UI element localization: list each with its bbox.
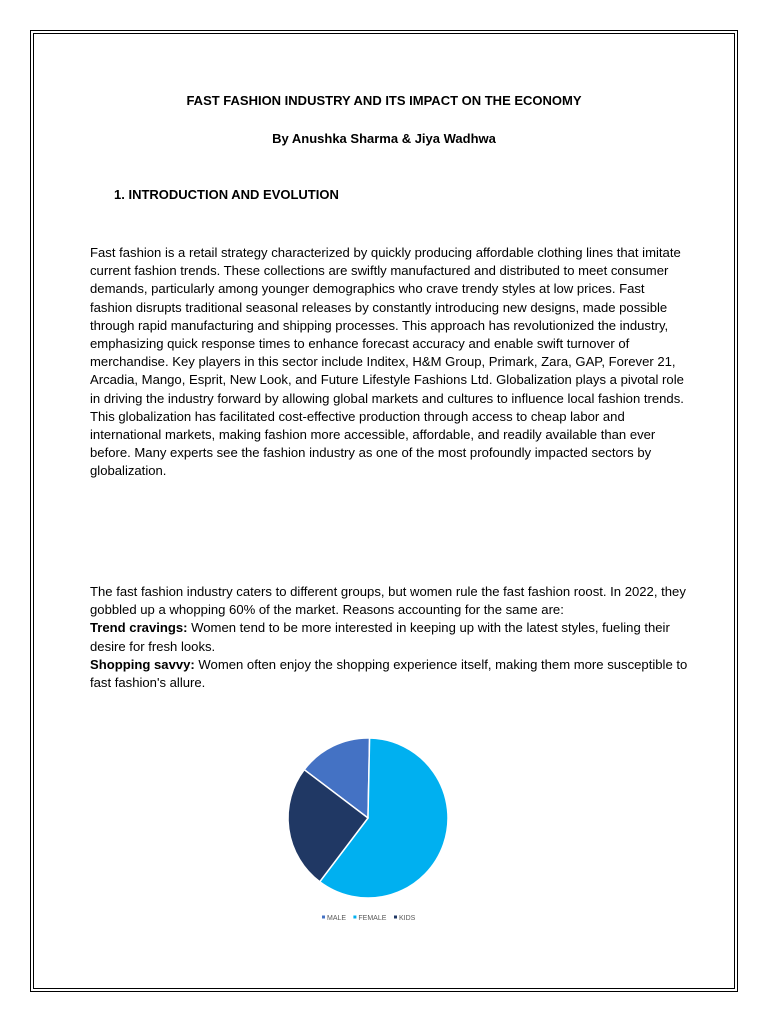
legend-label-female: FEMALE <box>358 915 387 922</box>
reason-shopping-savvy <box>90 656 690 692</box>
legend-marker-female <box>353 916 356 919</box>
reason-text: Women tend to be more interested in keeping up with the latest styles, fueling their desire for fresh looks. <box>90 620 670 654</box>
pie-legend <box>322 915 416 922</box>
reason-label: Shopping savvy: <box>90 656 195 672</box>
reason-label: Trend cravings: <box>90 620 188 636</box>
document-byline: By Anushka Sharma & Jiya Wadhwa <box>272 131 496 146</box>
intro-paragraph: Fast fashion is a retail strategy characterized by quickly producing affordable clothing lines that imitate current fashion trends. These collections are swiftly manufactured and distributed to meet consumer demands, particularly among younger demographics who crave trendy styles at low prices. Fast fashion disrupts traditional seasonal releases by constantly introducing new designs, made possible through rapid manufacturing and shipping processes. This approach has revolutionized the industry, emphasizing quick response times to enhance forecast accuracy and enable swift turnover of merchandise. Key players in this sector include Inditex, H&M Group, Primark, Zara, GAP, Forever 21, Arcadia, Mango, Esprit, New Look, and Future Lifestyle Fashions Ltd. Globalization plays a pivotal role in driving the industry forward by allowing global markets and cultures to influence local fashion trends. This globalization has facilitated cost-effective production through access to cheap labor and international markets, making fashion more accessible, affordable, and readily available than ever before. Many experts see the fashion industry as one of the most profoundly impacted sectors by globalization. <box>90 245 684 479</box>
document-title: FAST FASHION INDUSTRY AND ITS IMPACT ON THE ECONOMY <box>186 93 582 108</box>
market-paragraph <box>90 583 690 692</box>
market-intro-text: The fast fashion industry caters to different groups, but women rule the fast fashion roost. In 2022, they gobbled up a whopping 60% of the market. Reasons accounting for the same are: <box>90 584 686 618</box>
reason-text: Women often enjoy the shopping experience itself, making them more susceptible to fast fashion's allure. <box>90 656 688 691</box>
legend-marker-kids <box>394 916 397 919</box>
legend-label-kids: KIDS <box>399 915 416 922</box>
section-heading: 1. INTRODUCTION AND EVOLUTION <box>114 187 339 202</box>
legend-marker-male <box>322 916 325 919</box>
reason-trend-cravings <box>90 619 690 655</box>
pie-slices <box>288 738 448 898</box>
legend-label-male: MALE <box>327 915 347 922</box>
market-share-pie-chart <box>230 730 530 930</box>
